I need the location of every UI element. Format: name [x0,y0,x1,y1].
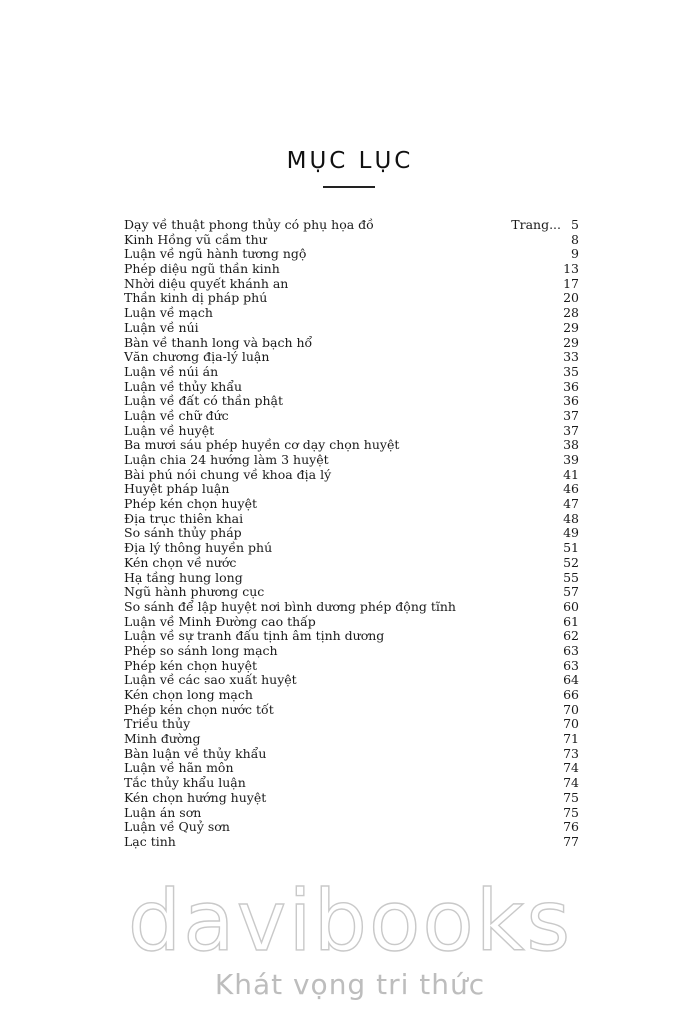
toc-entry [124,380,579,395]
toc-entry [124,321,579,336]
toc-entry [124,820,579,835]
toc-entry-page: 46 [563,481,579,497]
toc-entry-page: 57 [563,584,579,600]
toc-entry-page: 75 [563,789,579,805]
toc-entry [124,732,579,747]
toc-entry [124,571,579,586]
toc-entry-page: 28 [563,305,579,321]
toc-entry-title: Luận về Minh Đường cao thấp [124,613,316,629]
toc-entry-page: 20 [563,290,579,306]
toc-entry [124,747,579,762]
toc-entry-title: Kinh Hồng vũ cầm thư [124,231,267,247]
toc-entry [124,482,579,497]
toc-entry [124,673,579,688]
toc-entry-page: 8 [571,231,579,247]
toc-entry-page: 71 [563,731,579,747]
toc-entry-title: Luận án sơn [124,804,202,820]
toc-entry-page: 62 [563,628,579,644]
toc-entry-title: Kén chọn long mạch [124,687,253,702]
toc-entry [124,806,579,821]
toc-entry-title: Phép diệu ngũ thần kinh [124,261,280,277]
toc-entry [124,365,579,380]
toc-entry-title: Bài phú nói chung về khoa địa lý [124,466,332,482]
toc-entry-page: 66 [563,687,579,702]
toc-entry-page: 47 [563,496,579,512]
table-of-contents [124,218,579,850]
toc-entry-title: Huyệt pháp luận [124,481,230,497]
toc-entry [124,409,579,424]
toc-entry [124,262,579,277]
toc-entry [124,776,579,791]
page-title: MỤC LỤC [286,148,414,174]
toc-entry-title: Luận về hãn môn [124,760,234,776]
toc-entry [124,350,579,365]
toc-entry [124,600,579,615]
toc-entry-title: Luận về chữ đức [124,407,229,423]
toc-entry [124,247,579,262]
toc-entry-page: 51 [563,540,579,556]
toc-entry-title: Nhời diệu quyết khánh an [124,275,289,291]
toc-entry-title: Ba mươi sáu phép huyền cơ dạy chọn huyệt [124,437,400,453]
toc-entry-page: 29 [563,319,579,335]
toc-entry-page: 33 [563,349,579,365]
toc-entry [124,615,579,630]
toc-entry-page: 63 [563,642,579,658]
toc-entry-title: Tắc thủy khẩu luận [124,775,246,791]
toc-entry-page: 35 [563,363,579,379]
toc-entry [124,526,579,541]
toc-entry [124,659,579,674]
toc-entry-title: Phép kén chọn nước tốt [124,701,274,717]
toc-entry-title: Luận về sự tranh đấu tịnh âm tịnh dương [124,628,385,644]
toc-entry-title: Luận về mạch [124,305,213,321]
toc-entry-page: 61 [563,613,579,629]
toc-entry [124,791,579,806]
toc-entry-page: 36 [563,378,579,394]
watermark-tagline: Khát vọng tri thức [214,968,486,1001]
toc-entry [124,233,579,248]
toc-entry [124,468,579,483]
toc-entry-title: Địa lý thông huyền phú [124,540,273,556]
toc-entry [124,291,579,306]
toc-entry-page: 73 [563,745,579,761]
toc-entry-title: Luận về núi án [124,363,219,379]
toc-entry-title: Luận về đất có thần phật [124,393,283,409]
toc-entry-title: Luận về Quỷ sơn [124,819,230,835]
toc-entry-page: 74 [563,760,579,776]
toc-entry-page: 9 [571,246,579,262]
toc-entry [124,438,579,453]
toc-entry-title: Kén chọn hướng huyệt [124,789,267,805]
toc-entry-page: 29 [563,334,579,350]
title-underline [323,186,375,188]
toc-entry-title: Bàn về thanh long và bạch hổ [124,334,313,350]
toc-entry [124,629,579,644]
toc-entry [124,497,579,512]
toc-entry-title: Lạc tinh [124,833,176,849]
toc-entry [124,556,579,571]
toc-entry [124,424,579,439]
toc-entry [124,306,579,321]
toc-entry [124,585,579,600]
toc-entry-page: 36 [563,393,579,409]
toc-entry-title: Phép kén chọn huyệt [124,496,258,512]
toc-entry-title: Ngũ hành phương cục [124,584,265,600]
toc-entry [124,336,579,351]
toc-entry-page: 48 [563,510,579,526]
toc-entry-title: Triều thủy [124,716,191,732]
toc-entry-title: Văn chương địa-lý luận [124,349,270,365]
toc-entry-page: 76 [563,819,579,835]
toc-entry [124,703,579,718]
toc-entry-title: So sánh để lập huyệt nơi bình dương phép động tĩnh [124,598,456,614]
toc-trang-label: Trang... [511,217,561,232]
toc-entry-page: 17 [563,275,579,291]
toc-entry-title: So sánh thủy pháp [124,525,242,541]
toc-entry [124,394,579,409]
toc-entry-page: 49 [563,525,579,541]
toc-entry [124,541,579,556]
toc-entry-page: 74 [563,775,579,791]
toc-entry [124,218,579,233]
toc-entry-title: Luận về huyệt [124,422,215,438]
watermark-brand: davibooks [127,872,573,970]
toc-entry-page: 5 [571,217,579,232]
toc-entry-title: Phép kén chọn huyệt [124,657,258,673]
toc-entry [124,761,579,776]
toc-entry-page: 41 [563,466,579,482]
toc-entry-title: Luận về thủy khẩu [124,378,243,394]
toc-entry [124,688,579,703]
toc-entry-title: Phép so sánh long mạch [124,642,278,658]
toc-entry [124,835,579,850]
toc-entry-page: 37 [563,407,579,423]
toc-entry [124,453,579,468]
toc-entry [124,512,579,527]
toc-entry-page: 52 [563,554,579,570]
toc-entry-page: 63 [563,657,579,673]
toc-entry-title: Bàn luận về thủy khẩu [124,745,267,761]
toc-entry [124,277,579,292]
toc-entry-title: Luận chia 24 hướng làm 3 huyệt [124,452,329,467]
toc-entry-title: Thần kinh dị pháp phú [124,290,268,306]
toc-entry-page: 75 [563,804,579,820]
toc-entry [124,644,579,659]
toc-entry-page: 37 [563,422,579,438]
toc-entry-title: Dạy về thuật phong thủy có phụ họa đồ [124,217,374,232]
toc-entry-title: Kén chọn về nước [124,554,237,570]
toc-entry-page: 70 [563,716,579,732]
toc-entry [124,717,579,732]
toc-entry-page: 77 [563,833,579,849]
toc-entry-title: Luận về các sao xuất huyệt [124,672,297,688]
toc-entry-page: 60 [563,598,579,614]
toc-entry-page: 64 [563,672,579,688]
toc-entry-title: Địa trục thiên khai [124,510,244,526]
toc-entry-page: 13 [563,261,579,277]
toc-entry-page: 55 [563,569,579,585]
toc-entry-title: Minh đường [124,731,201,747]
toc-entry-page: 39 [563,452,579,467]
toc-entry-title: Luận về ngũ hành tương ngộ [124,246,307,262]
toc-entry-title: Hạ tầng hung long [124,569,243,585]
toc-entry-page: 70 [563,701,579,717]
toc-entry-title: Luận về núi [124,319,199,335]
toc-entry-page: 38 [563,437,579,453]
